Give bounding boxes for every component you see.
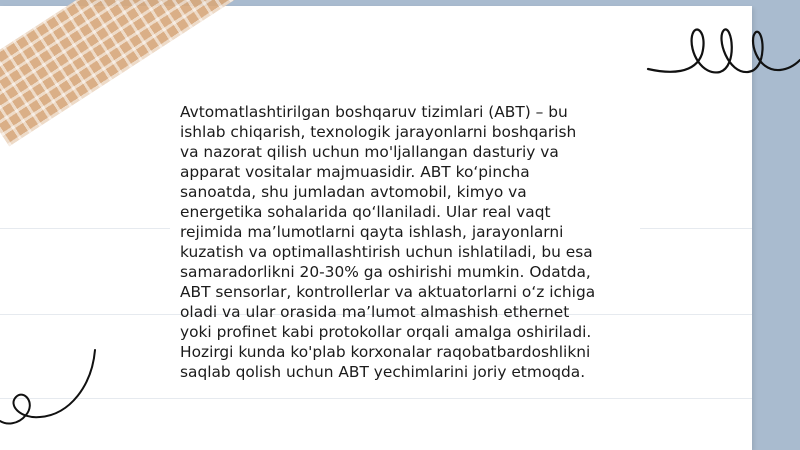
body-paragraph: Avtomatlashtirilgan boshqaruv tizimlari (ABT) – bu ishlab chiqarish, texnologik jarayonlarni boshqarish va nazorat qilish uchun mo'ljallangan dasturiy va apparat vositalar majmuasidir. ABT ko‘pincha sanoatda, shu jumladan avtomobil, kimyo va energetika sohalarida qo‘llaniladi. Ular real vaqt rejimida ma’lumotlarni qayta ishlash, jarayonlarni kuzatish va optimallashtirish uchun ishlatiladi, bu esa samaradorlikni 20-30% ga oshirishi mumkin. Odatda, ABT sensorlar, kontrollerlar va aktuatorlarni o‘z ichiga oladi va ular orasida ma’lumot almashish ethernet yoki profinet kabi protokollar orqali amalga oshiriladi. Hozirgi kunda ko'plab korxonalar raqobatbardoshlikni saqlab qolish uchun ABT yechimlarini joriy etmoqda. xyxy=(180,103,596,381)
loop-scribble-top-right-icon xyxy=(640,14,800,84)
ruled-line xyxy=(0,398,752,399)
loop-scribble-bottom-left-icon xyxy=(0,345,110,435)
ruled-line xyxy=(0,228,170,229)
ruled-line xyxy=(640,228,752,229)
